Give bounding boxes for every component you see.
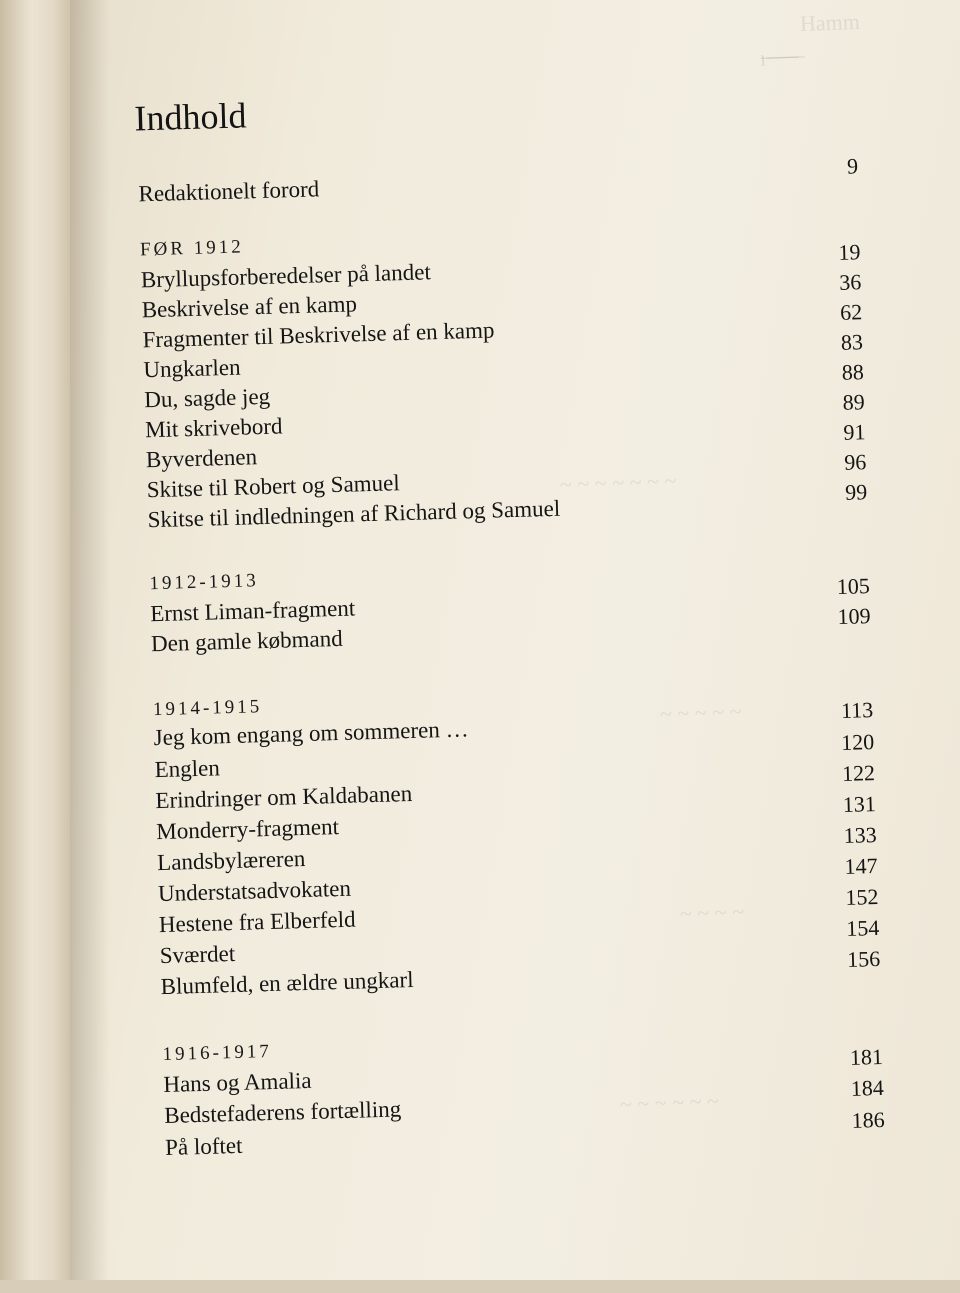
toc-entry-title: Bryllupsforberedelser på landet	[140, 259, 432, 293]
toc-entry-title: Mit skrivebord	[144, 413, 283, 443]
toc-entry-title: Monderry-fragment	[155, 814, 340, 845]
toc-entry-title: Beskrivelse af en kamp	[141, 291, 358, 323]
toc-entry-title: Englen	[154, 755, 221, 783]
toc-entry-title: På loftet	[164, 1132, 243, 1160]
toc-entry-page: 62	[839, 299, 863, 325]
toc-entry-page: 19	[838, 239, 861, 265]
toc-entry-page: 105	[836, 573, 871, 600]
toc-entry-title: Skitse til Robert og Samuel	[146, 470, 401, 503]
toc-entry-page: 156	[846, 945, 881, 972]
toc-entry-title: Ungkarlen	[143, 354, 241, 383]
toc-entry-page: 131	[842, 791, 877, 817]
toc-entry-title: Den gamle købmand	[150, 625, 343, 657]
toc-entry-title: Understatsadvokaten	[157, 875, 352, 907]
section-heading: 1914-1915	[152, 696, 263, 721]
toc-entry-title: Bedstefaderens fortælling	[163, 1096, 402, 1129]
toc-entry-page: 122	[841, 760, 876, 786]
toc-entry-title: Jeg kom engang om sommeren …	[153, 716, 469, 751]
toc-entry-title: Hans og Amalia	[163, 1067, 312, 1098]
section-heading: FØR 1912	[139, 236, 245, 261]
toc-entry-page: 36	[838, 269, 862, 295]
toc-entry-page: 152	[845, 883, 879, 910]
section-heading: 1916-1917	[162, 1040, 273, 1066]
toc-entry-page: 88	[841, 359, 865, 385]
toc-entry-title: Erindringer om Kaldabanen	[155, 780, 413, 814]
toc-entry-page: 99	[844, 479, 868, 505]
toc-entry-title: Landsbylæreren	[156, 845, 306, 876]
toc-entry-page: 154	[845, 914, 880, 941]
toc-entry-page: 113	[840, 697, 874, 723]
toc-entry-title: Fragmenter til Beskrivelse af en kamp	[142, 317, 495, 353]
toc-entry-page: 120	[840, 729, 875, 755]
toc-entry-page: 186	[851, 1106, 886, 1133]
toc-entry-page: 133	[843, 822, 878, 848]
toc-entry-page: 184	[850, 1074, 885, 1101]
page-title: Indhold	[133, 95, 247, 139]
toc-entry-title: Du, sagde jeg	[143, 383, 271, 413]
toc-entry-page: 147	[844, 853, 878, 879]
toc-entry-title: Blumfeld, en ældre ungkarl	[160, 967, 414, 1000]
toc-entry-title: Redaktionelt forord	[138, 176, 320, 207]
toc-entry-page: 91	[843, 419, 866, 445]
toc-entry-title: Hestene fra Elberfeld	[158, 906, 356, 938]
section-heading: 1912-1913	[149, 570, 259, 595]
toc-entry-title: Ernst Liman-fragment	[149, 595, 356, 627]
toc-entry-page: 96	[843, 449, 867, 475]
toc-entry-page: 89	[842, 389, 865, 415]
toc-entry-title: Skitse til indledningen af Richard og Samuel	[147, 495, 561, 533]
toc-entry-page: 181	[849, 1043, 884, 1070]
toc-entry-page: 83	[840, 329, 864, 355]
toc-entry-title: Byverdenen	[145, 444, 258, 473]
toc-entry-page: 9	[846, 153, 859, 179]
toc-entry-intro	[138, 153, 859, 211]
toc-entry-page: 109	[837, 603, 871, 630]
toc-entry-title: Sværdet	[159, 940, 236, 969]
